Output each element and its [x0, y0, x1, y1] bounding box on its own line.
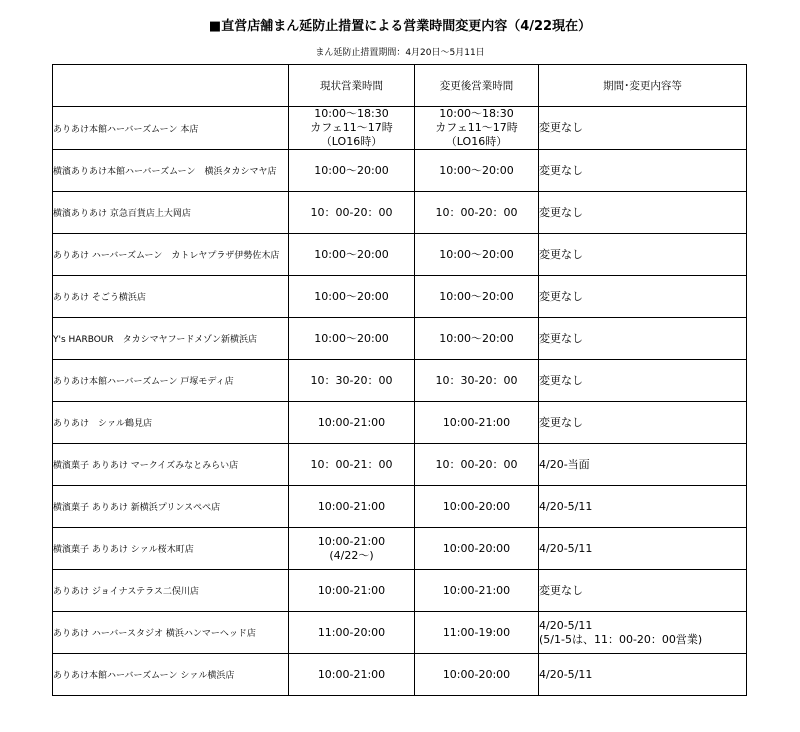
store-name-cell: ありあけ そごう横浜店: [53, 276, 289, 318]
changed-hours-line: 10：00-20：00: [435, 457, 518, 471]
current-hours-line: カフェ11～17時: [310, 121, 393, 134]
changed-hours-line: カフェ11～17時: [435, 121, 518, 134]
store-name-cell: 横濱ありあけ 京急百貨店上大岡店: [53, 192, 289, 234]
changed-hours-cell: [415, 654, 539, 696]
period-subtitle: まん延防止措置期間：4月20日～5月11日: [315, 48, 485, 58]
table-row: [53, 276, 747, 318]
store-name-cell: ありあけ本館ハーバーズムーン 戸塚モディ店: [53, 360, 289, 402]
period-details-cell: [539, 654, 747, 696]
current-hours-line: 10：00-20：00: [310, 205, 393, 219]
changed-hours-line: 10:00-21:00: [442, 415, 511, 429]
page-title: ■直営店舗まん延防止措置による営業時間変更内容（4/22現在）: [208, 19, 592, 34]
changed-hours-cell: [415, 402, 539, 444]
changed-hours-line: 10:00-20:00: [442, 499, 511, 513]
current-hours-cell: [289, 570, 415, 612]
period-details-line: 変更なし: [539, 247, 583, 261]
period-details-line: 4/20-5/11: [539, 618, 593, 632]
table-row: [53, 570, 747, 612]
header-period-details: 期間･変更内容等: [539, 65, 747, 107]
period-details-line: 変更なし: [539, 583, 583, 597]
current-hours-line: 10:00-21:00: [317, 415, 386, 429]
changed-hours-cell: [415, 192, 539, 234]
period-details-cell: [539, 192, 747, 234]
period-details-cell: [539, 234, 747, 276]
changed-hours-cell: [415, 612, 539, 654]
period-details-cell: [539, 360, 747, 402]
period-details-cell: [539, 486, 747, 528]
period-details-line: 変更なし: [539, 205, 583, 219]
period-details-cell: [539, 276, 747, 318]
changed-hours-cell: [415, 528, 539, 570]
current-hours-cell: [289, 444, 415, 486]
period-details-cell: [539, 612, 747, 654]
current-hours-cell: [289, 150, 415, 192]
current-hours-line: (4/22～): [329, 548, 374, 562]
current-hours-cell: [289, 276, 415, 318]
header-store: [53, 65, 289, 107]
changed-hours-cell: [415, 570, 539, 612]
store-name-cell: 横濱菓子 ありあけ マークイズみなとみらい店: [53, 444, 289, 486]
current-hours-cell: [289, 360, 415, 402]
table-row: [53, 486, 747, 528]
table-body: [53, 107, 747, 696]
changed-hours-line: 10:00～20:00: [439, 289, 514, 303]
changed-hours-line: 11:00-19:00: [442, 625, 511, 639]
store-name-cell: Y's HARBOUR タカシマヤフードメゾン新横浜店: [53, 318, 289, 360]
period-details-line: (5/1-5は、11：00-20：00営業): [539, 632, 703, 646]
store-name-cell: ありあけ ハーバースタジオ 横浜ハンマーヘッド店: [53, 612, 289, 654]
period-details-cell: [539, 150, 747, 192]
period-details-cell: [539, 402, 747, 444]
store-name-cell: 横濱菓子 ありあけ シァル桜木町店: [53, 528, 289, 570]
period-details-cell: [539, 318, 747, 360]
current-hours-cell: [289, 654, 415, 696]
period-details-cell: [539, 528, 747, 570]
current-hours-cell: [289, 402, 415, 444]
changed-hours-line: 10:00-20:00: [442, 667, 511, 681]
header-changed-hours: 変更後営業時間: [415, 65, 539, 107]
current-hours-line: 11:00-20:00: [317, 625, 386, 639]
changed-hours-line: 10:00～18:30: [439, 107, 514, 120]
period-details-line: 4/20-5/11: [539, 667, 593, 681]
table-row: [53, 654, 747, 696]
changed-hours-line: 10:00-21:00: [442, 583, 511, 597]
changed-hours-cell: [415, 150, 539, 192]
current-hours-cell: [289, 318, 415, 360]
current-hours-line: 10:00～20:00: [314, 247, 389, 261]
current-hours-line: 10:00～20:00: [314, 289, 389, 303]
changed-hours-line: 10:00～20:00: [439, 247, 514, 261]
store-name-cell: ありあけ本館ハーバーズムーン 本店: [53, 107, 289, 150]
table-row: [53, 612, 747, 654]
period-details-cell: [539, 570, 747, 612]
store-name-cell: 横濱菓子 ありあけ 新横浜プリンスぺぺ店: [53, 486, 289, 528]
changed-hours-cell: [415, 486, 539, 528]
table-row: [53, 318, 747, 360]
current-hours-cell: [289, 192, 415, 234]
period-details-line: 変更なし: [539, 121, 583, 134]
period-details-line: 変更なし: [539, 289, 583, 303]
table-row: [53, 107, 747, 150]
period-details-line: 4/20-5/11: [539, 499, 593, 513]
changed-hours-cell: [415, 318, 539, 360]
store-name-cell: ありあけ ハーバーズムーン カトレヤプラザ伊勢佐木店: [53, 234, 289, 276]
current-hours-cell: [289, 234, 415, 276]
changed-hours-line: 10：00-20：00: [435, 205, 518, 219]
store-name-cell: ありあけ本館ハーバーズムーン シァル横浜店: [53, 654, 289, 696]
store-name-cell: 横濱ありあけ本館ハーバーズムーン 横浜タカシマヤ店: [53, 150, 289, 192]
changed-hours-line: 10:00-20:00: [442, 541, 511, 555]
period-details-line: 変更なし: [539, 415, 583, 429]
current-hours-line: 10:00～18:30: [314, 107, 389, 120]
period-details-line: 変更なし: [539, 331, 583, 345]
header-current-hours: 現状営業時間: [289, 65, 415, 107]
period-details-cell: [539, 107, 747, 150]
table-row: [53, 234, 747, 276]
changed-hours-cell: [415, 444, 539, 486]
header-row: [53, 65, 747, 107]
current-hours-line: （LO16時）: [320, 135, 383, 148]
store-name-cell: ありあけ シァル鶴見店: [53, 402, 289, 444]
current-hours-line: 10:00-21:00: [317, 534, 386, 548]
current-hours-line: 10:00-21:00: [317, 499, 386, 513]
current-hours-line: 10：00-21：00: [310, 457, 393, 471]
changed-hours-cell: [415, 234, 539, 276]
table-row: [53, 402, 747, 444]
current-hours-line: 10:00-21:00: [317, 667, 386, 681]
changed-hours-line: 10:00～20:00: [439, 331, 514, 345]
current-hours-line: 10：30-20：00: [310, 373, 393, 387]
store-name-cell: ありあけ ジョイナステラス二俣川店: [53, 570, 289, 612]
period-details-line: 変更なし: [539, 373, 583, 387]
table-row: [53, 192, 747, 234]
table-row: [53, 444, 747, 486]
period-details-cell: [539, 444, 747, 486]
period-details-line: 4/20-当面: [539, 457, 590, 471]
current-hours-line: 10:00-21:00: [317, 583, 386, 597]
table-row: [53, 360, 747, 402]
changed-hours-line: （LO16時）: [445, 135, 508, 148]
current-hours-cell: [289, 486, 415, 528]
period-details-line: 変更なし: [539, 163, 583, 177]
changed-hours-cell: [415, 360, 539, 402]
current-hours-line: 10:00～20:00: [314, 163, 389, 177]
table-row: [53, 528, 747, 570]
table-row: [53, 150, 747, 192]
business-hours-table: [52, 64, 747, 696]
changed-hours-line: 10：30-20：00: [435, 373, 518, 387]
current-hours-cell: [289, 107, 415, 150]
changed-hours-cell: [415, 276, 539, 318]
period-details-line: 4/20-5/11: [539, 541, 593, 555]
current-hours-cell: [289, 612, 415, 654]
current-hours-line: 10:00～20:00: [314, 331, 389, 345]
current-hours-cell: [289, 528, 415, 570]
changed-hours-line: 10:00～20:00: [439, 163, 514, 177]
changed-hours-cell: [415, 107, 539, 150]
